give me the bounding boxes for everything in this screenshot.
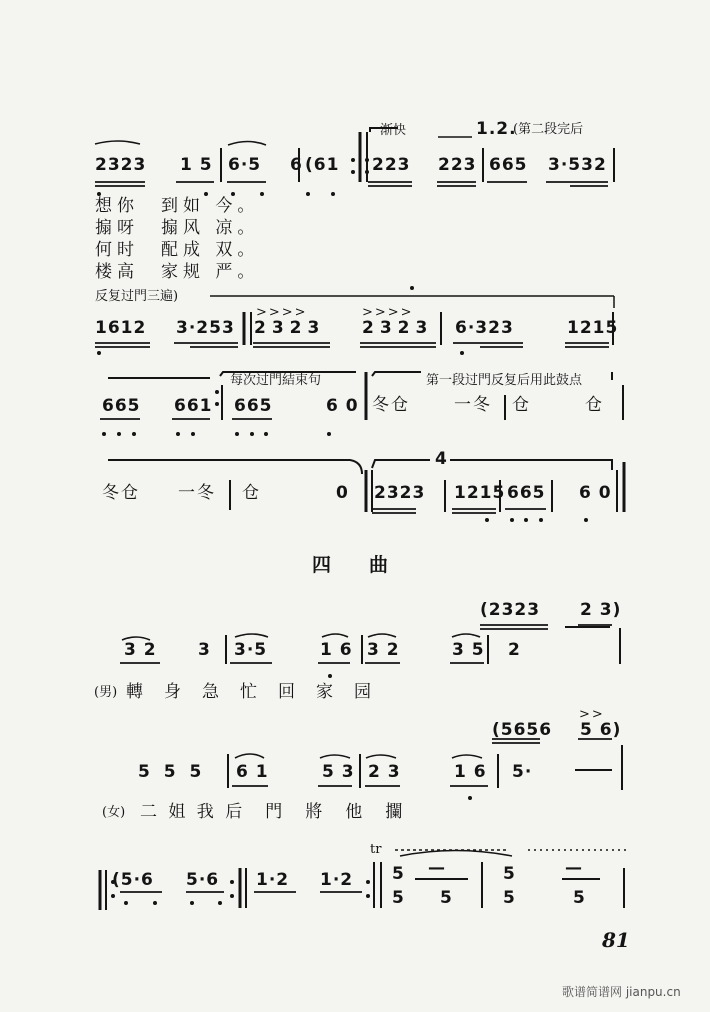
prelude-notes: (5656: [492, 720, 553, 740]
note-group: 6: [290, 155, 303, 175]
note-group: 3 2: [367, 640, 400, 660]
note-group: 1 6: [320, 640, 353, 660]
trill-marking: tr: [370, 842, 382, 857]
note-group: 3·253: [176, 318, 235, 338]
lyric-line: 搧呀 搧风 凉。: [95, 218, 260, 238]
note-group: 2323: [95, 155, 147, 175]
volta-number: 4: [435, 449, 448, 469]
percussion-syllable: 一冬: [178, 483, 216, 503]
watermark: 歌谱简谱网 jianpu.cn: [562, 985, 681, 999]
tie-dash: —: [428, 858, 446, 878]
lyric-line: 二 姐 我 后 門 將 他 攔: [140, 802, 406, 822]
prelude-notes: 2 3): [580, 600, 622, 620]
note-lower: 5: [440, 888, 453, 908]
ending-label: 1.2.: [476, 119, 517, 139]
note-group: 1215: [454, 483, 506, 503]
lyric-line: 何时 配成 双。: [95, 240, 260, 260]
role-label-female: (女): [102, 805, 126, 820]
page-number: 81: [602, 928, 630, 952]
note-group: 223: [372, 155, 411, 175]
accent-marks: >>>>: [256, 305, 308, 320]
note-group: 5·6: [186, 870, 220, 890]
note-group: 1 6: [454, 762, 487, 782]
repeat-marking: 反复过門三遍): [95, 289, 179, 304]
note-group: 1·2: [256, 870, 290, 890]
note-upper: 5: [503, 864, 516, 884]
lyric-line: 想你 到如 今。: [95, 196, 260, 216]
lyric-line: 楼高 家规 严。: [95, 262, 260, 282]
note-group: 2323: [254, 318, 326, 338]
note-group: 3·532: [548, 155, 607, 175]
note-group: 3 5: [452, 640, 485, 660]
note-group: 5 3: [322, 762, 355, 782]
accent-marks: >>: [579, 707, 605, 722]
note-group: 661: [174, 396, 213, 416]
note-group: 665: [489, 155, 528, 175]
percussion-syllable: 仓: [242, 483, 261, 503]
note-group: (61: [305, 155, 340, 175]
tie-dash: —: [565, 858, 583, 878]
note-group: 6·5: [228, 155, 262, 175]
prelude-notes: (2323: [480, 600, 541, 620]
section-title: 四 曲: [312, 554, 389, 576]
note-group: 1·2: [320, 870, 354, 890]
role-label-male: (男): [94, 685, 118, 700]
note-lower: 5: [503, 888, 516, 908]
note-group: 2323: [374, 483, 426, 503]
note-group: 6 0: [579, 483, 612, 503]
note-group: 665: [102, 396, 141, 416]
note-upper: 5: [392, 864, 405, 884]
note-lower: 5: [573, 888, 586, 908]
interlude-marking: 每次过門結束句: [230, 373, 322, 388]
lyric-line: 轉 身 急 忙 回 家 园: [126, 682, 373, 702]
note-group: 5·: [512, 762, 533, 782]
ending-note: (第二段完后: [513, 122, 584, 137]
note-group: 2: [508, 640, 521, 660]
tempo-marking: 渐快: [380, 123, 407, 138]
note-group: 665: [234, 396, 273, 416]
note-group: 665: [507, 483, 546, 503]
rest: 0: [336, 483, 349, 503]
note-group: 5 5 5: [138, 762, 206, 782]
note-group: 6 0: [326, 396, 359, 416]
percussion-syllable: 仓: [585, 395, 604, 415]
note-group: (5·6: [112, 870, 154, 890]
note-group: 3·5: [234, 640, 268, 660]
note-group: 1215: [567, 318, 619, 338]
note-group: 1612: [95, 318, 147, 338]
accent-marks: >>>>: [362, 305, 414, 320]
drum-pattern-marking: 第一段过門反复后用此鼓点: [426, 373, 583, 388]
note-lower: 5: [392, 888, 405, 908]
note-group: 2323: [362, 318, 434, 338]
percussion-syllable: 一冬: [454, 395, 492, 415]
note-group: 2 3: [368, 762, 401, 782]
note-group: 1 5: [180, 155, 213, 175]
percussion-syllable: 冬仓: [372, 395, 410, 415]
percussion-syllable: 仓: [512, 395, 531, 415]
note-group: 6·323: [455, 318, 514, 338]
note-group: 6 1: [236, 762, 269, 782]
note-group: 3 2: [124, 640, 157, 660]
prelude-notes: 5 6): [580, 720, 622, 740]
note-group: 223: [438, 155, 477, 175]
percussion-syllable: 冬仓: [102, 483, 140, 503]
note-group: 3: [198, 640, 211, 660]
